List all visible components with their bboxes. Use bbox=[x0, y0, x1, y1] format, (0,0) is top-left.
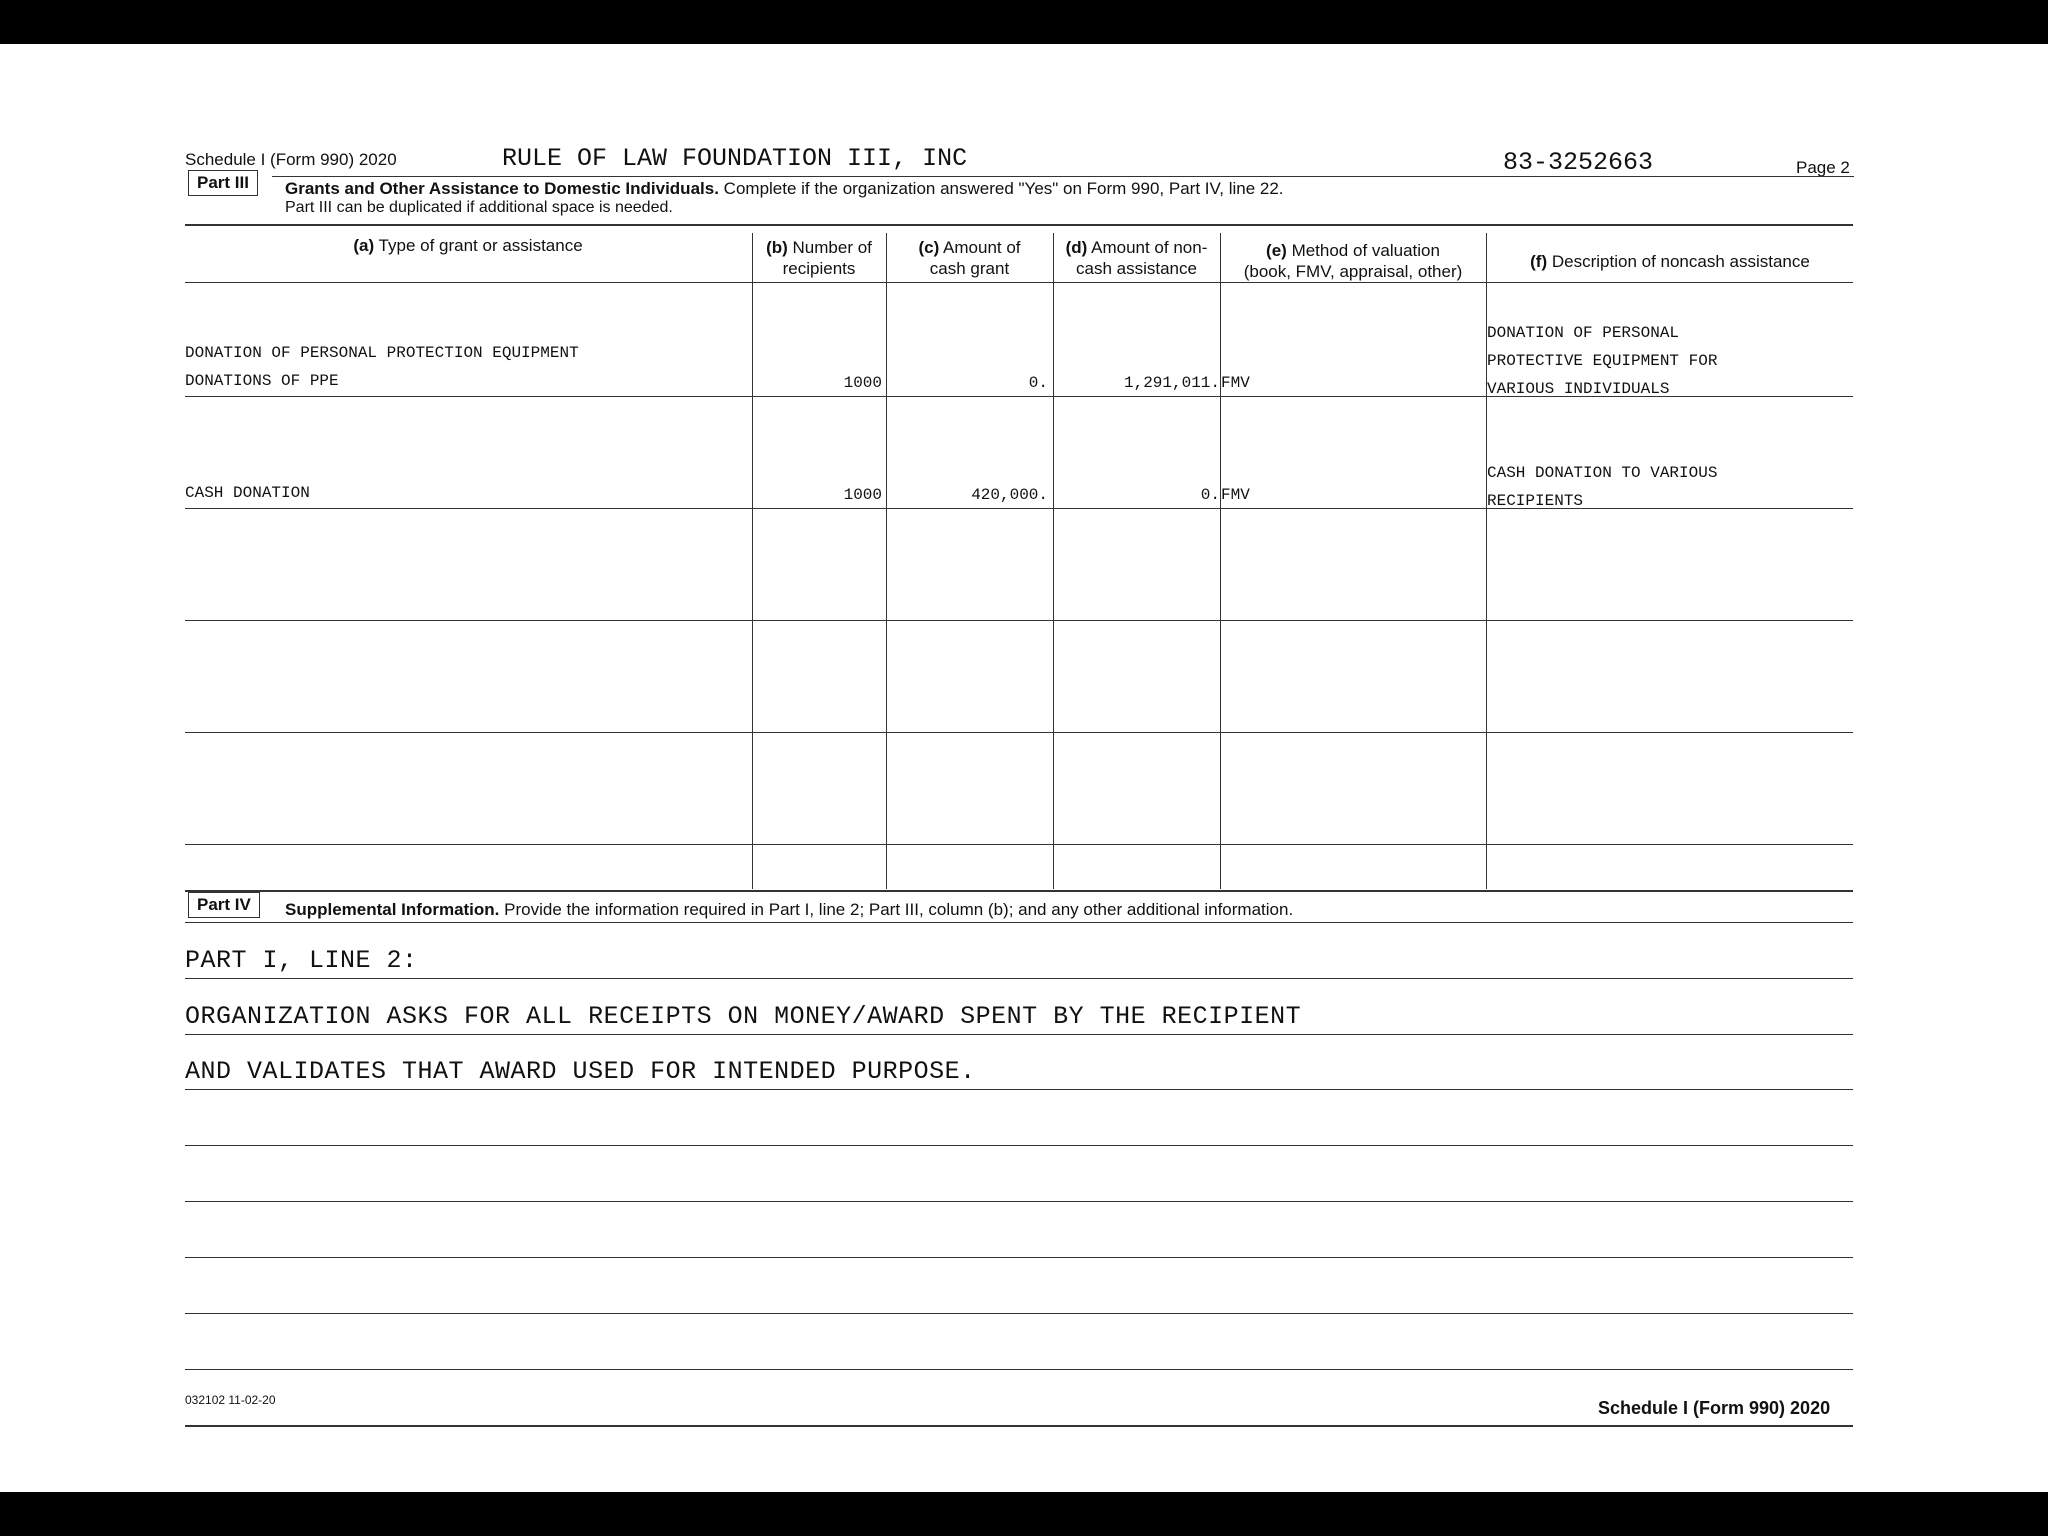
part4-instruction: Provide the information required in Part I, line 2; Part III, column (b); and any other additional information. bbox=[504, 900, 1294, 919]
supp-rule-5 bbox=[185, 1201, 1853, 1202]
footer-rule bbox=[185, 1425, 1853, 1427]
supp-line-2: ORGANIZATION ASKS FOR ALL RECEIPTS ON MONEY/AWARD SPENT BY THE RECIPIENT bbox=[185, 1002, 1302, 1031]
row2-method: FMV bbox=[1221, 486, 1250, 504]
row1-desc-line3: VARIOUS INDIVIDUALS bbox=[1487, 380, 1670, 398]
footer-form-label: Schedule I (Form 990) 2020 bbox=[1598, 1398, 1831, 1418]
row2-recipients: 1000 bbox=[843, 486, 882, 504]
supp-rule-8 bbox=[185, 1369, 1853, 1370]
header-bottom-rule bbox=[185, 282, 1853, 283]
row1-desc-line1: DONATION OF PERSONAL bbox=[1487, 324, 1680, 342]
supp-rule-6 bbox=[185, 1257, 1853, 1258]
row1-noncash: 1,291,011. bbox=[1123, 374, 1220, 392]
row-rule-2 bbox=[185, 508, 1853, 509]
row1-type-line2: DONATIONS OF PPE bbox=[185, 372, 339, 390]
supp-rule-3 bbox=[185, 1089, 1853, 1090]
supp-line-3: AND VALIDATES THAT AWARD USED FOR INTENDED PURPOSE. bbox=[185, 1057, 976, 1086]
form-label: Schedule I (Form 990) 2020 bbox=[185, 150, 397, 169]
row2-desc-line2: RECIPIENTS bbox=[1487, 492, 1584, 510]
row2-type-line1: CASH DONATION bbox=[185, 484, 310, 502]
col-d-header: (d) Amount of non- cash assistance bbox=[1065, 238, 1208, 278]
row1-cash: 0. bbox=[1028, 374, 1048, 392]
col-c-header: (c) Amount of cash grant bbox=[918, 238, 1021, 278]
footer-code: 032102 11-02-20 bbox=[185, 1393, 276, 1407]
supp-rule-4 bbox=[185, 1145, 1853, 1146]
part4-heading bbox=[285, 900, 1293, 920]
col-e-header: (e) Method of valuation (book, FMV, appraisal, other) bbox=[1243, 241, 1463, 281]
part3-instruction: Complete if the organization answered "Yes" on Form 990, Part IV, line 22. bbox=[723, 179, 1284, 198]
row1-type-line1: DONATION OF PERSONAL PROTECTION EQUIPMENT bbox=[185, 344, 579, 362]
page-label: Page 2 bbox=[1796, 158, 1850, 177]
supp-rule-1 bbox=[185, 978, 1853, 979]
row2-noncash: 0. bbox=[1200, 486, 1220, 504]
part3-title: Grants and Other Assistance to Domestic Individuals. bbox=[285, 179, 719, 198]
part3-tag: Part III bbox=[188, 170, 258, 196]
table-top-rule bbox=[185, 224, 1853, 226]
row1-method: FMV bbox=[1221, 374, 1250, 392]
supp-line-1: PART I, LINE 2: bbox=[185, 946, 418, 975]
part4-heading-rule bbox=[185, 922, 1853, 923]
row1-desc-line2: PROTECTIVE EQUIPMENT FOR bbox=[1487, 352, 1718, 370]
row-rule-4 bbox=[185, 732, 1853, 733]
row2-cash: 420,000. bbox=[971, 486, 1048, 504]
ein: 83-3252663 bbox=[1503, 148, 1654, 177]
col-b-header: (b) Number of recipients bbox=[766, 238, 872, 278]
part4-tag: Part IV bbox=[188, 892, 260, 918]
col-f-header: (f) Description of noncash assistance bbox=[1530, 252, 1810, 271]
part4-top-rule bbox=[185, 890, 1853, 892]
col-divider-d bbox=[1053, 233, 1054, 889]
col-divider-b bbox=[752, 233, 753, 889]
header-rule bbox=[272, 176, 1854, 177]
row-rule-3 bbox=[185, 620, 1853, 621]
form-page bbox=[0, 44, 2048, 1492]
row-rule-5 bbox=[185, 844, 1853, 845]
part4-title: Supplemental Information. bbox=[285, 900, 500, 919]
part3-heading bbox=[285, 179, 1284, 199]
row1-recipients: 1000 bbox=[843, 374, 882, 392]
col-divider-c bbox=[886, 233, 887, 889]
col-a-header: (a) Type of grant or assistance bbox=[353, 236, 583, 255]
supp-rule-7 bbox=[185, 1313, 1853, 1314]
supp-rule-2 bbox=[185, 1034, 1853, 1035]
col-divider-e bbox=[1220, 233, 1221, 889]
org-name: RULE OF LAW FOUNDATION III, INC bbox=[502, 144, 968, 173]
row2-desc-line1: CASH DONATION TO VARIOUS bbox=[1487, 464, 1718, 482]
part3-subnote: Part III can be duplicated if additional space is needed. bbox=[285, 199, 673, 216]
